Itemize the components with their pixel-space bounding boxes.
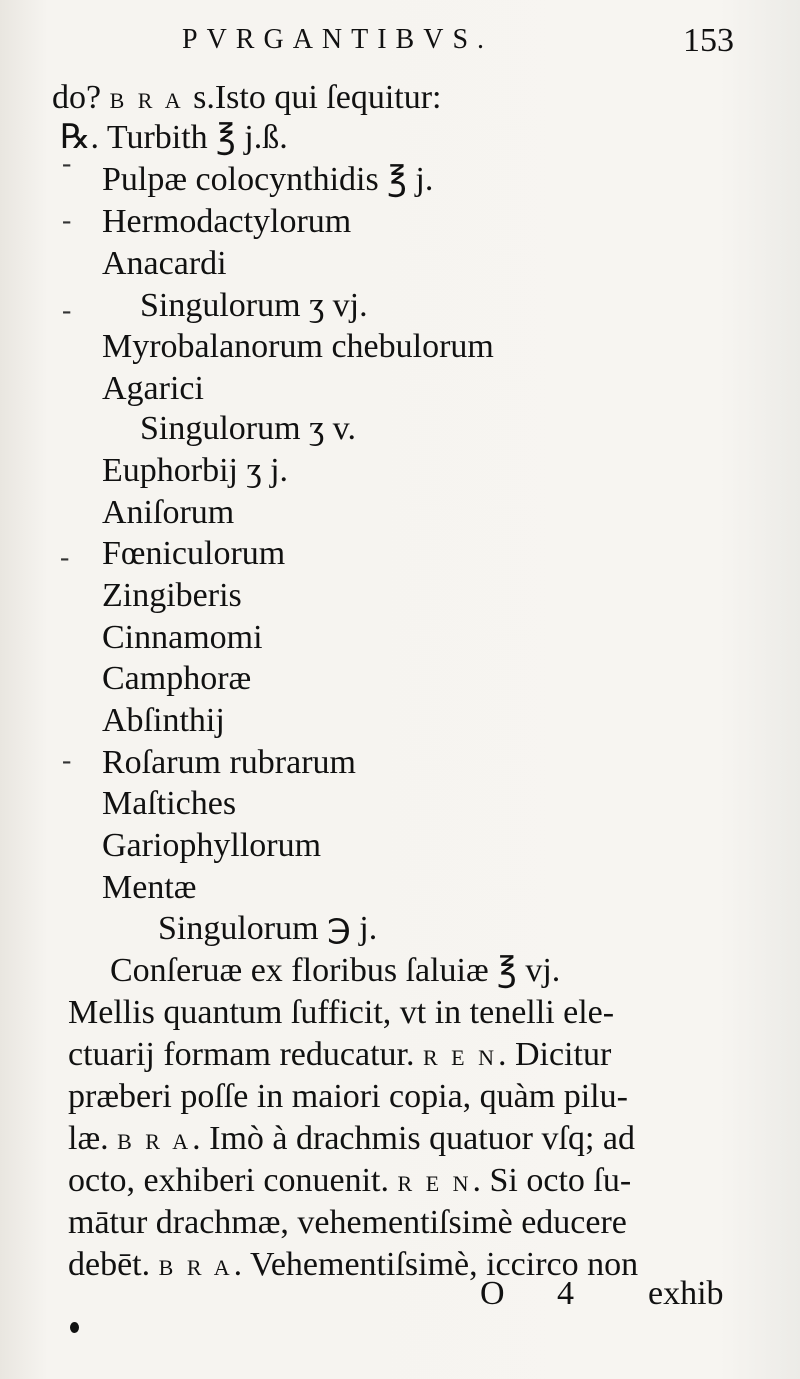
text-run: Agarici bbox=[102, 370, 204, 407]
text-run: Gariophyllorum bbox=[102, 827, 322, 864]
text-line bbox=[68, 993, 614, 1033]
text-run: mātur drachmæ, vehementiſsimè educere bbox=[68, 1204, 627, 1241]
margin-dash: - bbox=[62, 148, 72, 179]
text-run: . Si octo ſu- bbox=[472, 1162, 632, 1199]
text-run: octo, exhiberi conuenit. bbox=[68, 1162, 398, 1199]
text-run: Conſeruæ ex floribus ſaluiæ ℥ vj. bbox=[110, 952, 561, 989]
text-run: Pulpæ colocynthidis ℥ j. bbox=[102, 161, 434, 198]
text-run: Maſtiches bbox=[102, 785, 237, 822]
page-number: 153 bbox=[683, 22, 734, 59]
text-line bbox=[68, 1077, 628, 1117]
speaker-abbreviation: B R A bbox=[158, 1255, 234, 1280]
text-run: Mellis quantum ſufficit, vt in tenelli ele- bbox=[68, 994, 615, 1031]
margin-dash: - bbox=[62, 745, 72, 776]
text-line bbox=[60, 118, 288, 158]
text-line bbox=[102, 202, 351, 242]
text-run: Anacardi bbox=[102, 245, 227, 282]
text-run: Singulorum ʒ v. bbox=[140, 410, 356, 447]
text-run: Aniſorum bbox=[102, 494, 235, 531]
margin-dash: - bbox=[62, 295, 72, 326]
signature-mark: O 4 bbox=[480, 1275, 597, 1312]
text-line bbox=[140, 409, 356, 449]
text-line bbox=[68, 1161, 631, 1204]
margin-dash: - bbox=[60, 542, 70, 573]
text-run: Roſarum rubrarum bbox=[102, 744, 356, 781]
text-line bbox=[102, 576, 242, 616]
text-run: Myrobalanorum chebulorum bbox=[102, 328, 494, 365]
text-line bbox=[140, 286, 368, 326]
text-run: ℞. Turbith ℥ j.ß. bbox=[60, 119, 288, 156]
margin-dash: - bbox=[62, 205, 72, 236]
speaker-abbreviation: B R A bbox=[109, 88, 185, 113]
text-line bbox=[102, 659, 251, 699]
text-run: læ. bbox=[68, 1120, 118, 1157]
speaker-abbreviation: R E N bbox=[397, 1171, 473, 1196]
text-line bbox=[102, 369, 204, 409]
text-line bbox=[68, 1035, 611, 1078]
text-run: . Imò à drachmis quatuor vſq; ad bbox=[192, 1120, 635, 1157]
text-run: præberi poſſe in maiori copia, quàm pilu- bbox=[68, 1078, 628, 1115]
text-run: Camphoræ bbox=[102, 660, 252, 697]
text-line bbox=[102, 743, 356, 783]
text-line bbox=[68, 1203, 627, 1243]
text-line bbox=[102, 784, 236, 824]
ink-spot bbox=[70, 1322, 79, 1333]
text-line bbox=[102, 160, 433, 200]
speaker-abbreviation: B R A bbox=[117, 1129, 193, 1154]
text-line bbox=[52, 78, 442, 121]
text-run: debēt. bbox=[68, 1246, 159, 1283]
text-run: . Dicitur bbox=[497, 1036, 612, 1073]
text-run: do? bbox=[52, 79, 110, 116]
page-header bbox=[0, 22, 800, 72]
speaker-abbreviation: R E N bbox=[422, 1045, 498, 1070]
text-line bbox=[102, 493, 234, 533]
catchword: exhib bbox=[648, 1275, 724, 1312]
text-run: . Vehementiſsimè, iccirco non bbox=[233, 1246, 639, 1283]
text-line bbox=[102, 826, 321, 866]
text-run: Singulorum ʒ vj. bbox=[140, 287, 368, 324]
text-run: Euphorbij ʒ j. bbox=[102, 452, 289, 489]
text-line bbox=[102, 244, 227, 284]
text-run: Hermodactylorum bbox=[102, 203, 352, 240]
text-line bbox=[68, 1119, 635, 1162]
running-title: PVRGANTIBVS. bbox=[182, 24, 494, 55]
text-line bbox=[158, 909, 377, 949]
text-line bbox=[102, 701, 225, 741]
text-line bbox=[110, 951, 560, 991]
text-run: Zingiberis bbox=[102, 577, 242, 614]
text-run: Singulorum ℈ j. bbox=[158, 910, 378, 947]
text-line bbox=[102, 327, 494, 367]
text-run: ctuarij formam reducatur. bbox=[68, 1036, 423, 1073]
text-run: Cinnamomi bbox=[102, 619, 263, 656]
text-line bbox=[102, 868, 196, 908]
text-line bbox=[102, 451, 288, 491]
text-line bbox=[102, 534, 285, 574]
text-run: Abſinthij bbox=[102, 702, 225, 739]
text-line bbox=[102, 618, 263, 658]
text-run: Mentæ bbox=[102, 869, 197, 906]
text-run: Fœniculorum bbox=[102, 535, 286, 572]
text-run: s.Isto qui ſequitur: bbox=[184, 79, 442, 116]
